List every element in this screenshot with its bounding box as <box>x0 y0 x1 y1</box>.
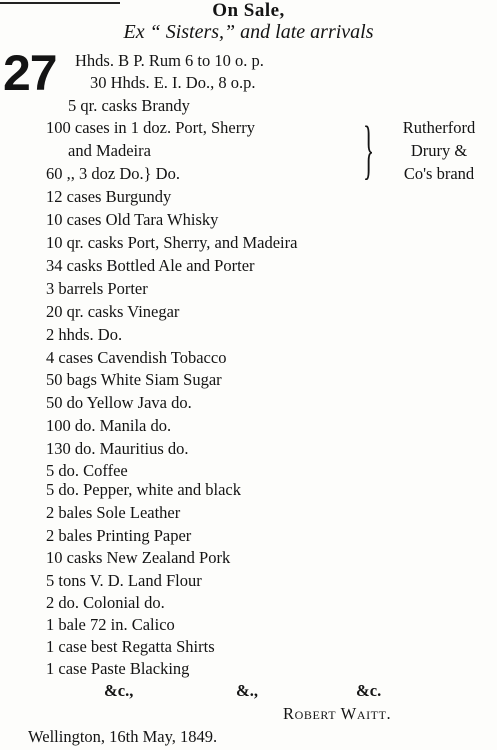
signature: Robert Waitt. <box>283 704 392 723</box>
etc-mark: &c., <box>104 681 134 700</box>
ad-number: 27 <box>3 45 57 101</box>
etc-mark: &., <box>236 681 258 700</box>
item-line: 130 do. Mauritius do. <box>46 439 189 458</box>
item-line: 10 qr. casks Port, Sherry, and Madeira <box>46 233 298 252</box>
item-line: 2 hhds. Do. <box>46 325 123 344</box>
brand-line: Drury & <box>410 141 468 160</box>
item-line: 20 qr. casks Vinegar <box>46 302 180 321</box>
ad-heading: On Sale, <box>212 0 285 21</box>
item-line: 100 cases in 1 doz. Port, Sherry <box>46 118 255 137</box>
item-line: and Madeira <box>68 141 151 160</box>
etc-mark: &c. <box>356 681 382 700</box>
item-line: 10 cases Old Tara Whisky <box>46 210 219 229</box>
item-line: 50 bags White Siam Sugar <box>46 370 222 389</box>
item-line: 1 case Paste Blacking <box>46 659 190 678</box>
item-line: Hhds. B P. Rum 6 to 10 o. p. <box>75 51 264 70</box>
brace-symbol: } <box>363 113 375 186</box>
item-line: 5 tons V. D. Land Flour <box>46 571 202 590</box>
item-line: 1 bale 72 in. Calico <box>46 615 175 634</box>
item-line: 60 ,, 3 doz Do.} Do. <box>46 164 180 183</box>
item-line: 2 do. Colonial do. <box>46 593 165 612</box>
item-line: 1 case best Regatta Shirts <box>46 637 215 656</box>
item-line: 100 do. Manila do. <box>46 416 172 435</box>
item-line: 10 casks New Zealand Pork <box>46 548 231 567</box>
ad-subheading: Ex “ Sisters,” and late arrivals <box>123 21 374 43</box>
item-line: 30 Hhds. E. I. Do., 8 o.p. <box>90 73 256 92</box>
brand-line: Rutherford <box>402 118 476 137</box>
item-line: 4 cases Cavendish Tobacco <box>46 348 227 367</box>
item-line: 5 do. Coffee <box>46 461 128 480</box>
brand-line: Co's brand <box>403 164 475 183</box>
item-line: 12 cases Burgundy <box>46 187 172 206</box>
item-line: 2 bales Printing Paper <box>46 526 192 545</box>
item-line: 2 bales Sole Leather <box>46 503 181 522</box>
item-line: 50 do Yellow Java do. <box>46 393 192 412</box>
item-line: 34 casks Bottled Ale and Porter <box>46 256 255 275</box>
item-line: 5 qr. casks Brandy <box>68 96 190 115</box>
dateline: Wellington, 16th May, 1849. <box>28 727 218 746</box>
item-line: 3 barrels Porter <box>46 279 148 298</box>
item-line: 5 do. Pepper, white and black <box>46 480 241 499</box>
